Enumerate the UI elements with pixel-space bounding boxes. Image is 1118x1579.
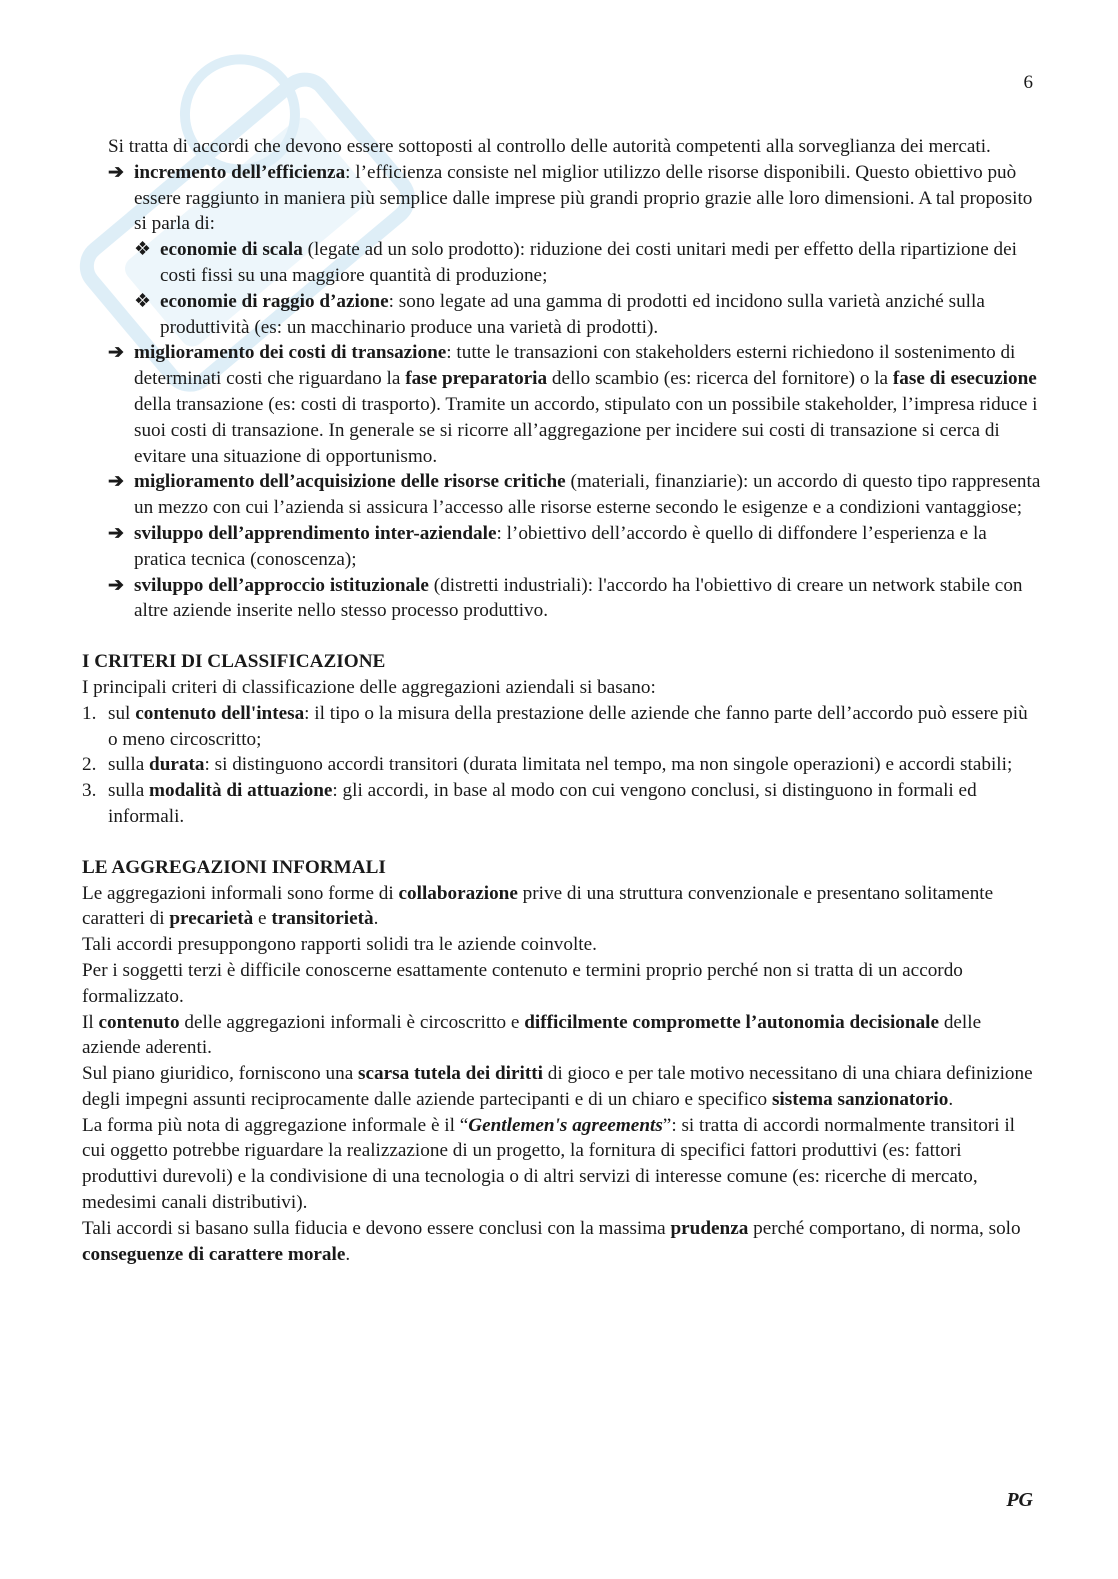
diamond-bullet-icon: ❖	[134, 239, 152, 261]
text-run: (materiali, finanziarie): un accordo di questo tipo rappresenta un mezzo con cui l’azienda si assicura l’accesso alle risorse esterne secondo le esigenze e a condizioni vantaggiose;	[134, 471, 1041, 519]
section-informali	[82, 855, 1042, 1268]
objective-text	[134, 471, 1040, 518]
bold-term: fase di esecuzione	[892, 368, 1037, 390]
objective-text	[134, 342, 1037, 466]
body-paragraph	[82, 1061, 1042, 1113]
text-run: Per i soggetti terzi è difficile conoscerne esattamente contenuto e termini proprio perché non si tratta di un accordo formalizzato.	[82, 959, 963, 1007]
objective-text	[134, 575, 1023, 622]
text-run: : l’efficienza consiste nel miglior utilizzo delle risorse disponibili. Questo obiettivo può essere raggiunto in maniera più semplice dalle imprese più grandi proprio grazie alle loro dimensioni. A tal proposito si parla di:	[134, 161, 1033, 235]
text-run: La forma più nota di aggregazione informale è il “	[82, 1114, 469, 1136]
text-run: : l’obiettivo dell’accordo è quello di diffondere l’esperienza e la pratica tecnica (conoscenza);	[134, 522, 987, 570]
objective-item	[108, 160, 1042, 341]
criteria-text	[108, 754, 1012, 775]
bold-term: durata	[149, 754, 205, 776]
objective-text	[134, 162, 1032, 235]
section-criteri	[82, 649, 1042, 830]
text-run: dello scambio (es: ricerca del fornitore) o la	[547, 368, 893, 390]
objective-text	[134, 523, 987, 570]
text-run: e	[253, 908, 272, 930]
body-paragraph	[82, 932, 1042, 958]
bold-term: miglioramento dei costi di transazione	[134, 342, 447, 364]
bold-term: sviluppo dell’apprendimento inter-aziendale	[134, 522, 497, 544]
text-run: : gli accordi, in base al modo con cui vengono conclusi, si distinguono in formali ed informali.	[108, 780, 977, 827]
text-run: Le aggregazioni informali sono forme di	[82, 882, 399, 904]
bold-term: contenuto dell'intesa	[135, 702, 305, 724]
document-body	[82, 134, 1042, 1267]
bold-term: sviluppo dell’approccio istituzionale	[134, 574, 429, 596]
bold-italic-term: Gentlemen's agreements	[468, 1114, 663, 1136]
criteria-number: 3.	[82, 780, 97, 802]
criteria-text	[108, 703, 1028, 750]
bold-term: difficilmente compromette l’autonomia decisionale	[524, 1011, 940, 1033]
text-run: : il tipo o la misura della prestazione delle aziende che fanno parte dell’accordo può essere più o meno circoscritto;	[108, 702, 1028, 750]
text-run: ”: si tratta di accordi normalmente transitori il cui oggetto potrebbe riguardare la realizzazione di un progetto, la fornitura di specifici fattori produttivi (es: fattori produttivi durevoli) e la condivisione di una tecnologia o di altri servizi di interesse comune (es: ricerche di mercato, medesimi canali distributivi).	[82, 1114, 1015, 1214]
diamond-bullet-icon: ❖	[134, 290, 152, 312]
section-heading: LE AGGREGAZIONI INFORMALI	[82, 856, 386, 878]
body-paragraph	[82, 881, 1042, 933]
bold-term: contenuto	[98, 1011, 180, 1033]
objective-item	[108, 521, 1042, 573]
section-intro: I principali criteri di classificazione delle aggregazioni aziendali si basano:	[82, 676, 656, 698]
text-run: (distretti industriali): l'accordo ha l'obiettivo di creare un network stabile con altre aziende inserite nello stesso processo produttivo.	[134, 574, 1023, 622]
bold-term: precarietà	[169, 908, 254, 930]
intro-paragraph: Si tratta di accordi che devono essere sottoposti al controllo delle autorità competenti alla sorveglianza dei mercati.	[108, 136, 991, 157]
bold-term: fase preparatoria	[405, 368, 548, 390]
bold-term: transitorietà	[271, 908, 374, 930]
text-run: perché comportano, di norma, solo	[748, 1217, 1021, 1239]
text-run: Tali accordi si basano sulla fiducia e devono essere conclusi con la massima	[82, 1217, 671, 1239]
arrow-bullet-icon: ➔	[108, 522, 125, 544]
text-run: .	[345, 1243, 351, 1265]
text-run: prive di una struttura convenzionale e presentano solitamente caratteri di	[82, 882, 994, 930]
bold-term: prudenza	[670, 1217, 749, 1239]
sub-objectives-list	[134, 237, 1042, 340]
text-run: Il	[82, 1011, 99, 1033]
text-run: sulla	[108, 780, 150, 802]
sub-objective-item	[134, 237, 1042, 289]
text-run: Tali accordi presuppongono rapporti solidi tra le aziende coinvolte.	[82, 934, 597, 956]
criteria-number: 2.	[82, 754, 97, 776]
text-run: Sul piano giuridico, forniscono una	[82, 1063, 359, 1085]
page-number: 6	[1023, 72, 1033, 93]
text-run: sulla	[108, 754, 150, 776]
bold-term: miglioramento dell’acquisizione delle risorse critiche	[134, 471, 566, 493]
objectives-list	[82, 160, 1042, 624]
text-run: (legate ad un solo prodotto): riduzione dei costi unitari medi per effetto della ripartizione dei costi fissi su una maggiore quantità di produzione;	[160, 239, 1017, 286]
text-run: della transazione (es: costi di trasporto). Tramite un accordo, stipulato con un possibile stakeholder, l’impresa riduce i suoi costi di transazione. In generale se si ricorre all’aggregazione per incidere sui costi di transazione si cerca di evitare una situazione di opportunismo.	[134, 393, 1038, 467]
arrow-bullet-icon: ➔	[108, 471, 125, 493]
criteria-number: 1.	[82, 702, 97, 724]
body-paragraph	[82, 1216, 1042, 1268]
bold-term: economie di scala	[160, 239, 303, 261]
text-run: sul	[108, 702, 136, 724]
sub-objective-text	[160, 291, 985, 338]
objective-item	[108, 469, 1042, 521]
text-run: : sono legate ad una gamma di prodotti ed incidono sulla varietà anziché sulla produttività (es: un macchinario produce una varietà di prodotti).	[160, 290, 985, 338]
bold-term: collaborazione	[398, 882, 518, 904]
body-paragraph	[82, 1010, 1042, 1062]
text-run: delle aziende aderenti.	[82, 1011, 982, 1059]
bold-term: conseguenze di carattere morale	[82, 1243, 346, 1265]
body-paragraph	[82, 1113, 1042, 1216]
objective-item	[108, 573, 1042, 625]
objective-item	[108, 340, 1042, 469]
section-heading: I CRITERI DI CLASSIFICAZIONE	[82, 651, 386, 673]
criteria-text	[108, 780, 977, 827]
bold-term: sistema sanzionatorio	[771, 1088, 949, 1110]
criteria-list	[82, 701, 1042, 830]
body-paragraph	[82, 958, 1042, 1010]
arrow-bullet-icon: ➔	[108, 574, 125, 596]
sub-objective-text	[160, 239, 1017, 286]
arrow-bullet-icon: ➔	[108, 342, 125, 364]
arrow-bullet-icon: ➔	[108, 161, 125, 183]
bold-term: modalità di attuazione	[149, 780, 333, 802]
text-run: .	[373, 908, 379, 930]
criteria-item	[82, 701, 1042, 753]
bold-term: economie di raggio d’azione	[160, 290, 389, 312]
footer-initials: PG	[1006, 1489, 1033, 1511]
criteria-item	[82, 752, 1042, 778]
text-run: : si distinguono accordi transitori (durata limitata nel tempo, ma non singole operazioni) e accordi stabili;	[204, 754, 1013, 776]
text-run: : tutte le transazioni con stakeholders esterni richiedono il sostenimento di determinati costi che riguardano la	[134, 342, 1016, 390]
bold-term: incremento dell’efficienza	[134, 161, 346, 183]
bold-term: scarsa tutela dei diritti	[358, 1063, 543, 1085]
text-run: di gioco e per tale motivo necessitano di una chiara definizione degli impegni assunti reciprocamente dalle aziende partecipanti e di un chiaro e specifico	[82, 1063, 1033, 1110]
text-run: delle aggregazioni informali è circoscritto e	[179, 1011, 525, 1033]
criteria-item	[82, 778, 1042, 830]
sub-objective-item	[134, 289, 1042, 341]
text-run: .	[948, 1088, 954, 1110]
